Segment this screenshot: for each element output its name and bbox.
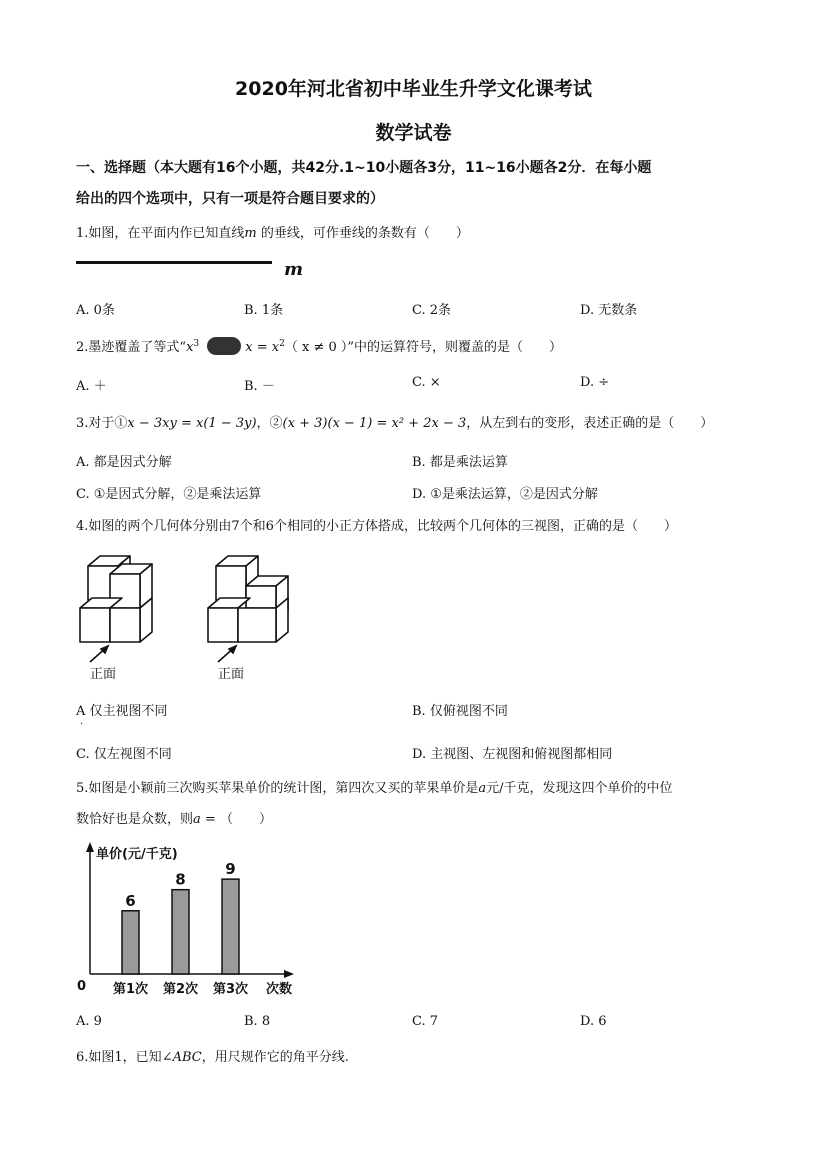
q5-option-a: A. 9 (76, 1014, 102, 1029)
category-label-1: 第1次 (112, 982, 149, 997)
q5-stem-line1: 5.如图是小颖前三次购买苹果单价的统计图，第四次又买的苹果单价是a元/千克，发现这四个单价的中位 (76, 781, 673, 796)
section-header-line1: 一、选择题（本大题有16个小题，共42分.1~10小题各3分，11~16小题各2分．在每小题 (76, 160, 652, 176)
q3-option-b: B. 都是乘法运算 (412, 455, 508, 470)
bar-value-label-3: 9 (225, 860, 236, 879)
q5-option-d: D. 6 (580, 1014, 607, 1029)
category-label-3: 第3次 (212, 982, 249, 997)
q4-option-a: A 仅主视图不同 (76, 704, 168, 719)
ink-blot (207, 337, 241, 355)
q1-option-a: A. 0条 (76, 303, 115, 318)
origin-label: 0 (77, 979, 87, 994)
front-label-2: 正面 (218, 667, 245, 682)
x-axis-label: 次数 (266, 982, 293, 997)
solid-figure-1 (80, 556, 152, 642)
exam-title: 2020年河北省初中毕业生升学文化课考试 (235, 78, 592, 100)
q3-expr1: x − 3xy = x(1 − 3y) (127, 416, 257, 431)
q4-option-b: B. 仅俯视图不同 (412, 704, 508, 719)
q6-stem: 6.如图1，已知∠ABC，用尺规作它的角平分线. (76, 1050, 349, 1065)
q1-option-d: D. 无数条 (580, 303, 638, 318)
q1-variable: m (244, 226, 257, 241)
q2-option-d: D. ÷ (580, 375, 610, 390)
q3-option-a: A. 都是因式分解 (76, 455, 172, 470)
q3-option-d: D. ①是乘法运算，②是因式分解 (412, 487, 598, 502)
q1-stem: 1.如图，在平面内作已知直线m 的垂线，可作垂线的条数有（ ） (76, 226, 469, 241)
q4-stem: 4.如图的两个几何体分别由7个和6个相同的小正方体搭成，比较两个几何体的三视图，正确的是（ ） (76, 519, 677, 534)
q5-option-b: B. 8 (244, 1014, 271, 1029)
x-axis-arrow (284, 970, 294, 978)
q5-stem-line2: 数恰好也是众数，则a = （ ） (76, 812, 272, 827)
exam-subtitle: 数学试卷 (375, 122, 452, 144)
bar-value-label-2: 8 (175, 870, 186, 889)
bar-value-label-1: 6 (125, 891, 136, 910)
q3-option-c: C. ①是因式分解，②是乘法运算 (76, 487, 262, 502)
front-label-1: 正面 (90, 667, 117, 682)
q3-stem: 3.对于①x − 3xy = x(1 − 3y)，②(x + 3)(x − 1) = x² + 2x − 3，从左到右的变形，表述正确的是（ ） (76, 416, 714, 431)
q1-option-c: C. 2条 (412, 303, 452, 318)
q2-stem: 2.墨迹覆盖了等式“$x^3$ $x = x^2$（ x ≠ 0 ）”中的运算符号，则覆盖的是（ ） (76, 339, 563, 355)
q6-angle: ∠ABC (161, 1050, 202, 1065)
q4-figures (70, 546, 310, 686)
q4-stray-dot: . (80, 716, 84, 727)
section-header-line2: 给出的四个选项中，只有一项是符合题目要求的） (76, 191, 384, 207)
bar-2 (172, 890, 189, 974)
q2-option-c: C. × (412, 375, 441, 390)
q2-option-a: A. ＋ (76, 379, 107, 394)
y-axis-arrow (86, 842, 94, 852)
q1-option-b: B. 1条 (244, 303, 284, 318)
q4-option-c: C. 仅左视图不同 (76, 747, 172, 762)
line-m-label: m (284, 259, 304, 280)
line-m (76, 261, 272, 264)
q4-option-d: D. 主视图、左视图和俯视图都相同 (412, 747, 613, 762)
bar-3 (222, 879, 239, 974)
q3-expr2: (x + 3)(x − 1) = x² + 2x − 3 (282, 416, 467, 431)
price-bar-chart (72, 838, 312, 1003)
y-axis-label: 单价(元/千克) (96, 847, 178, 862)
q2-option-b: B. － (244, 379, 275, 394)
bar-1 (122, 911, 139, 974)
q5-option-c: C. 7 (412, 1014, 439, 1029)
solid-figure-2 (208, 556, 288, 642)
category-label-2: 第2次 (162, 982, 199, 997)
